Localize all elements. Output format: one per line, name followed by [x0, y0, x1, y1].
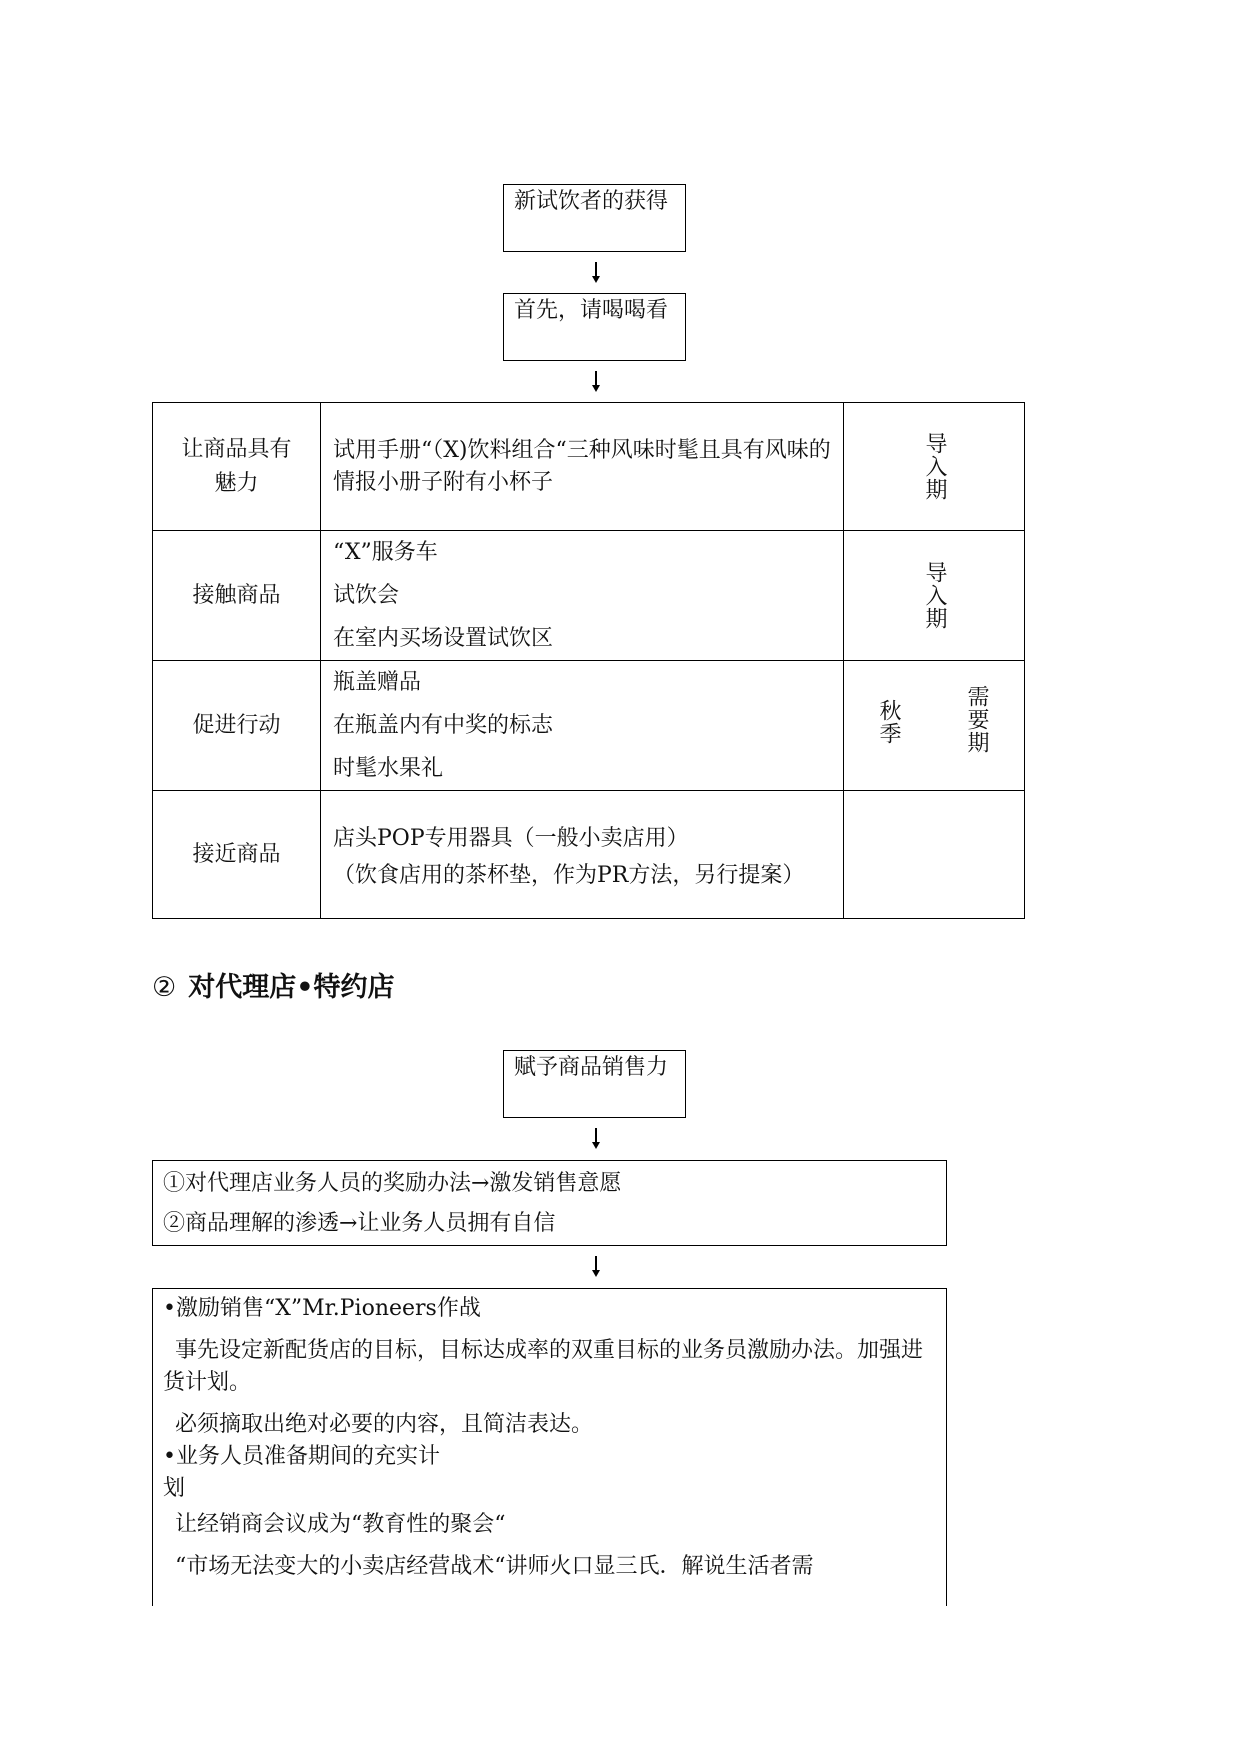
flow-box-try-first [503, 293, 686, 361]
details-box [152, 1288, 947, 1606]
detail-text: 试用手册“（X)饮料组合“三种风味时髦且具有风味的情报小册子附有小杯子 [333, 437, 831, 495]
phase-cell [844, 661, 1025, 791]
item-title: •激励销售“X”Mr.Pioneers作战 [163, 1296, 481, 1321]
phase-label: 导入期 [922, 432, 947, 501]
table-row [153, 403, 1025, 531]
item-text: 事先设定新配货店的目标，目标达成率的双重目标的业务员激励办法。加强进货计划。 [163, 1338, 924, 1395]
phase-label-right: 需要期 [964, 685, 989, 754]
detail-cell [321, 403, 844, 531]
item-title-wrap: 划 [163, 1476, 186, 1501]
detail-line: 在室内买场设置试饮区 [333, 626, 554, 651]
flow-box-new-trial-text: 新试饮者的获得 [514, 189, 669, 214]
category-cell: 促进行动 [153, 661, 321, 791]
section-title: 对代理店•特约店 [188, 972, 395, 1003]
phase-cell [844, 791, 1025, 919]
arrow-down-icon [591, 1256, 601, 1278]
flow-box-try-first-text: 首先，请喝喝看 [514, 298, 669, 323]
phase-label-left: 秋季 [876, 699, 901, 745]
detail-cell [321, 791, 844, 919]
arrow-down-icon [591, 371, 601, 393]
detail-cell [321, 531, 844, 661]
list-item: ②商品理解的渗透→让业务人员拥有自信 [163, 1211, 556, 1236]
detail-cell [321, 661, 844, 791]
item-note: 必须摘取出绝对必要的内容，且简洁表达。 [175, 1412, 594, 1437]
flow-box-new-trial [503, 184, 686, 252]
section-number: ② [152, 972, 177, 1003]
measures-list-box [152, 1160, 947, 1246]
detail-line: 瓶盖赠品 [333, 670, 422, 695]
section-heading [152, 965, 394, 1004]
phase-label: 导入期 [922, 561, 947, 630]
list-item: ①对代理店业务人员的奖励办法→激发销售意愿 [163, 1171, 622, 1196]
detail-line: “X”服务车 [333, 540, 438, 565]
arrow-down-icon [591, 1128, 601, 1150]
flow-box-sales-power [503, 1050, 686, 1118]
item-title: •业务人员准备期间的充实计 [163, 1444, 440, 1469]
detail-line: 店头POP专用器具（一般小卖店用） [333, 826, 689, 851]
category-cell: 接近商品 [153, 791, 321, 919]
item-text: 让经销商会议成为“教育性的聚会“ [175, 1512, 506, 1537]
item-text: “市场无法变大的小卖店经营战术“讲师火口显三氏．解说生活者需 [175, 1554, 814, 1579]
category-cell: 接触商品 [153, 531, 321, 661]
detail-line: 试饮会 [333, 583, 400, 608]
arrow-down-icon [591, 262, 601, 284]
detail-line: 时髦水果礼 [333, 756, 444, 781]
detail-line: （饮食店用的茶杯垫，作为PR方法，另行提案） [333, 863, 805, 888]
table-row [153, 791, 1025, 919]
table-row [153, 531, 1025, 661]
phase-cell [844, 531, 1025, 661]
promotion-table [152, 402, 1025, 919]
phase-cell [844, 403, 1025, 531]
flow-box-sales-power-text: 赋予商品销售力 [514, 1055, 669, 1080]
table-row [153, 661, 1025, 791]
category-cell: 让商品具有魅力 [153, 403, 321, 531]
detail-line: 在瓶盖内有中奖的标志 [333, 713, 554, 738]
